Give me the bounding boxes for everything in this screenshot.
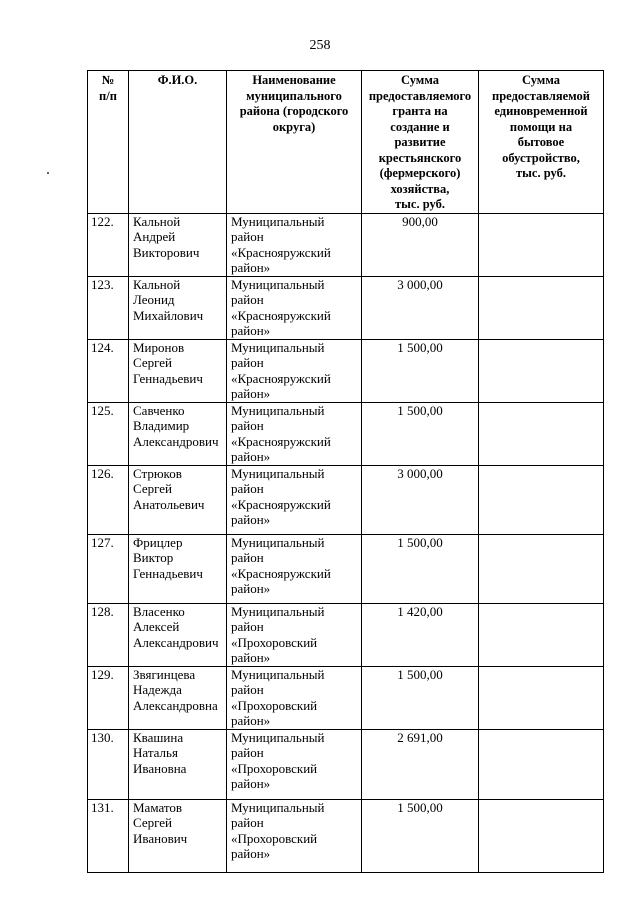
text-line: район» bbox=[231, 650, 271, 665]
text-line: Савченко bbox=[133, 402, 185, 418]
text-line: Викторович bbox=[133, 244, 200, 260]
cell-num: 130. bbox=[88, 729, 129, 799]
text-line: район» bbox=[231, 386, 271, 401]
text-line: (фермерского) bbox=[379, 166, 461, 180]
page-number: 258 bbox=[309, 38, 331, 53]
cell-aid bbox=[479, 213, 604, 276]
text-line: «Краснояружский bbox=[231, 433, 331, 449]
cell-name bbox=[129, 465, 227, 534]
cell-district bbox=[227, 534, 362, 603]
table-row bbox=[88, 603, 604, 666]
text-line: Александровна bbox=[133, 697, 218, 713]
cell-name bbox=[129, 799, 227, 872]
cell-aid bbox=[479, 339, 604, 402]
table-row bbox=[88, 729, 604, 799]
text-line: бытовое bbox=[517, 135, 565, 149]
cell-grant: 1 500,00 bbox=[362, 534, 479, 603]
text-line: «Краснояружский bbox=[231, 565, 331, 581]
scan-speck bbox=[47, 172, 49, 174]
table-row bbox=[88, 465, 604, 534]
text-line: предоставляемого bbox=[368, 88, 472, 103]
text-line: район bbox=[231, 619, 264, 634]
text-line: Сергей bbox=[133, 815, 172, 830]
table-row bbox=[88, 402, 604, 465]
text-line: район bbox=[231, 481, 264, 496]
text-line: Муниципальный bbox=[231, 402, 325, 418]
text-line: Владимир bbox=[133, 418, 190, 433]
cell-name bbox=[129, 402, 227, 465]
header-aid bbox=[479, 71, 604, 214]
cell-aid bbox=[479, 276, 604, 339]
cell-num: 131. bbox=[88, 799, 129, 872]
cell-name bbox=[129, 339, 227, 402]
text-line: Сумма bbox=[522, 73, 560, 87]
header-grant bbox=[362, 71, 479, 214]
text-line: «Краснояружский bbox=[231, 307, 331, 323]
cell-aid bbox=[479, 729, 604, 799]
text-line: район» bbox=[231, 776, 271, 791]
header-row bbox=[88, 71, 604, 214]
cell-district bbox=[227, 276, 362, 339]
cell-name bbox=[129, 534, 227, 603]
text-line: Муниципальный bbox=[231, 465, 325, 481]
cell-num: 128. bbox=[88, 603, 129, 666]
text-line: «Краснояружский bbox=[231, 496, 331, 512]
cell-name bbox=[129, 729, 227, 799]
cell-district bbox=[227, 729, 362, 799]
text-line: Муниципальный bbox=[231, 799, 325, 815]
text-line: Муниципальный bbox=[231, 339, 325, 355]
text-line: округа) bbox=[272, 119, 316, 134]
text-line: район bbox=[231, 418, 264, 433]
cell-district bbox=[227, 213, 362, 276]
text-line: «Прохоровский bbox=[231, 760, 318, 776]
text-line: тыс. руб. bbox=[395, 197, 445, 211]
text-line: Геннадьевич bbox=[133, 370, 203, 386]
text-line: Сергей bbox=[133, 355, 172, 370]
text-line: Ивановна bbox=[133, 760, 187, 776]
text-line: Михайлович bbox=[133, 307, 204, 323]
table-row bbox=[88, 276, 604, 339]
text-line: Александрович bbox=[133, 634, 219, 650]
text-line: тыс. руб. bbox=[516, 166, 566, 180]
cell-name bbox=[129, 213, 227, 276]
cell-grant: 2 691,00 bbox=[362, 729, 479, 799]
cell-aid bbox=[479, 465, 604, 534]
text-line: Миронов bbox=[133, 339, 185, 355]
text-line: район» bbox=[231, 512, 271, 527]
cell-district bbox=[227, 402, 362, 465]
cell-district bbox=[227, 603, 362, 666]
cell-name bbox=[129, 666, 227, 729]
header-name bbox=[129, 71, 227, 214]
text-line: Наименование bbox=[252, 73, 336, 87]
cell-num: 122. bbox=[88, 213, 129, 276]
text-line: «Краснояружский bbox=[231, 244, 331, 260]
cell-district bbox=[227, 339, 362, 402]
text-line: район bbox=[231, 355, 264, 370]
cell-district bbox=[227, 465, 362, 534]
text-line: Фрицлер bbox=[133, 534, 183, 550]
text-line: Сергей bbox=[133, 481, 172, 496]
text-line: Маматов bbox=[133, 799, 183, 815]
text-line: район» bbox=[231, 323, 271, 338]
text-line: Ф.И.О. bbox=[157, 73, 198, 87]
header-district bbox=[227, 71, 362, 214]
cell-aid bbox=[479, 534, 604, 603]
cell-grant: 1 500,00 bbox=[362, 402, 479, 465]
text-line: Квашина bbox=[133, 729, 184, 745]
table-row bbox=[88, 799, 604, 872]
text-line: район bbox=[231, 815, 264, 830]
cell-grant: 1 500,00 bbox=[362, 666, 479, 729]
text-line: Леонид bbox=[133, 292, 175, 307]
table-row bbox=[88, 339, 604, 402]
text-line: район bbox=[231, 682, 264, 697]
text-line: район bbox=[231, 550, 264, 565]
text-line: Андрей bbox=[133, 229, 176, 244]
text-line: Власенко bbox=[133, 603, 185, 619]
text-line: район» bbox=[231, 449, 271, 464]
text-line: «Прохоровский bbox=[231, 697, 318, 713]
text-line: район bbox=[231, 292, 264, 307]
text-line: «Прохоровский bbox=[231, 830, 318, 846]
cell-district bbox=[227, 799, 362, 872]
text-line: предоставляемой bbox=[492, 88, 590, 103]
text-line: Муниципальный bbox=[231, 666, 325, 682]
text-line: Кальной bbox=[133, 213, 181, 229]
table-row bbox=[88, 213, 604, 276]
text-line: Анатольевич bbox=[133, 496, 205, 512]
text-line: Надежда bbox=[133, 682, 182, 697]
cell-grant: 1 500,00 bbox=[362, 799, 479, 872]
table-row bbox=[88, 666, 604, 729]
text-line: Муниципальный bbox=[231, 729, 325, 745]
text-line: Муниципальный bbox=[231, 213, 325, 229]
cell-num: 127. bbox=[88, 534, 129, 603]
text-line: Стрюков bbox=[133, 465, 182, 481]
text-line: хозяйства, bbox=[390, 181, 450, 196]
cell-num: 124. bbox=[88, 339, 129, 402]
cell-num: 123. bbox=[88, 276, 129, 339]
cell-grant: 3 000,00 bbox=[362, 276, 479, 339]
cell-aid bbox=[479, 603, 604, 666]
text-line: Сумма bbox=[401, 73, 439, 87]
text-line: муниципального bbox=[246, 88, 342, 103]
text-line: район bbox=[231, 745, 264, 760]
text-line: Муниципальный bbox=[231, 603, 325, 619]
cell-grant: 1 500,00 bbox=[362, 339, 479, 402]
cell-name bbox=[129, 603, 227, 666]
text-line: Алексей bbox=[133, 619, 180, 634]
text-line: Иванович bbox=[133, 830, 188, 846]
text-line: № bbox=[101, 73, 115, 87]
text-line: Виктор bbox=[133, 550, 174, 565]
text-line: район» bbox=[231, 713, 271, 728]
cell-num: 129. bbox=[88, 666, 129, 729]
text-line: Геннадьевич bbox=[133, 565, 203, 581]
text-line: гранта на bbox=[392, 104, 448, 118]
text-line: Александрович bbox=[133, 433, 219, 449]
text-line: Звягинцева bbox=[133, 666, 196, 682]
text-line: район bbox=[231, 229, 264, 244]
text-line: крестьянского bbox=[378, 150, 462, 165]
text-line: района (городского bbox=[239, 104, 349, 118]
cell-name bbox=[129, 276, 227, 339]
text-line: «Краснояружский bbox=[231, 370, 331, 386]
cell-aid bbox=[479, 799, 604, 872]
text-line: «Прохоровский bbox=[231, 634, 318, 650]
cell-grant: 1 420,00 bbox=[362, 603, 479, 666]
cell-aid bbox=[479, 666, 604, 729]
text-line: развитие bbox=[394, 135, 446, 149]
text-line: обустройство, bbox=[502, 150, 580, 165]
cell-num: 125. bbox=[88, 402, 129, 465]
header-num bbox=[88, 71, 129, 214]
text-line: п/п bbox=[99, 88, 117, 103]
cell-aid bbox=[479, 402, 604, 465]
text-line: район» bbox=[231, 581, 271, 596]
cell-grant: 900,00 bbox=[362, 213, 479, 276]
text-line: единовременной bbox=[494, 104, 588, 118]
text-line: Кальной bbox=[133, 276, 181, 292]
text-line: район» bbox=[231, 846, 271, 861]
cell-district bbox=[227, 666, 362, 729]
text-line: Муниципальный bbox=[231, 534, 325, 550]
grant-table bbox=[87, 70, 604, 873]
text-line: Наталья bbox=[133, 745, 178, 760]
cell-num: 126. bbox=[88, 465, 129, 534]
table-row bbox=[88, 534, 604, 603]
text-line: создание и bbox=[390, 119, 450, 134]
cell-grant: 3 000,00 bbox=[362, 465, 479, 534]
text-line: район» bbox=[231, 260, 271, 275]
text-line: Муниципальный bbox=[231, 276, 325, 292]
text-line: помощи на bbox=[509, 119, 573, 134]
